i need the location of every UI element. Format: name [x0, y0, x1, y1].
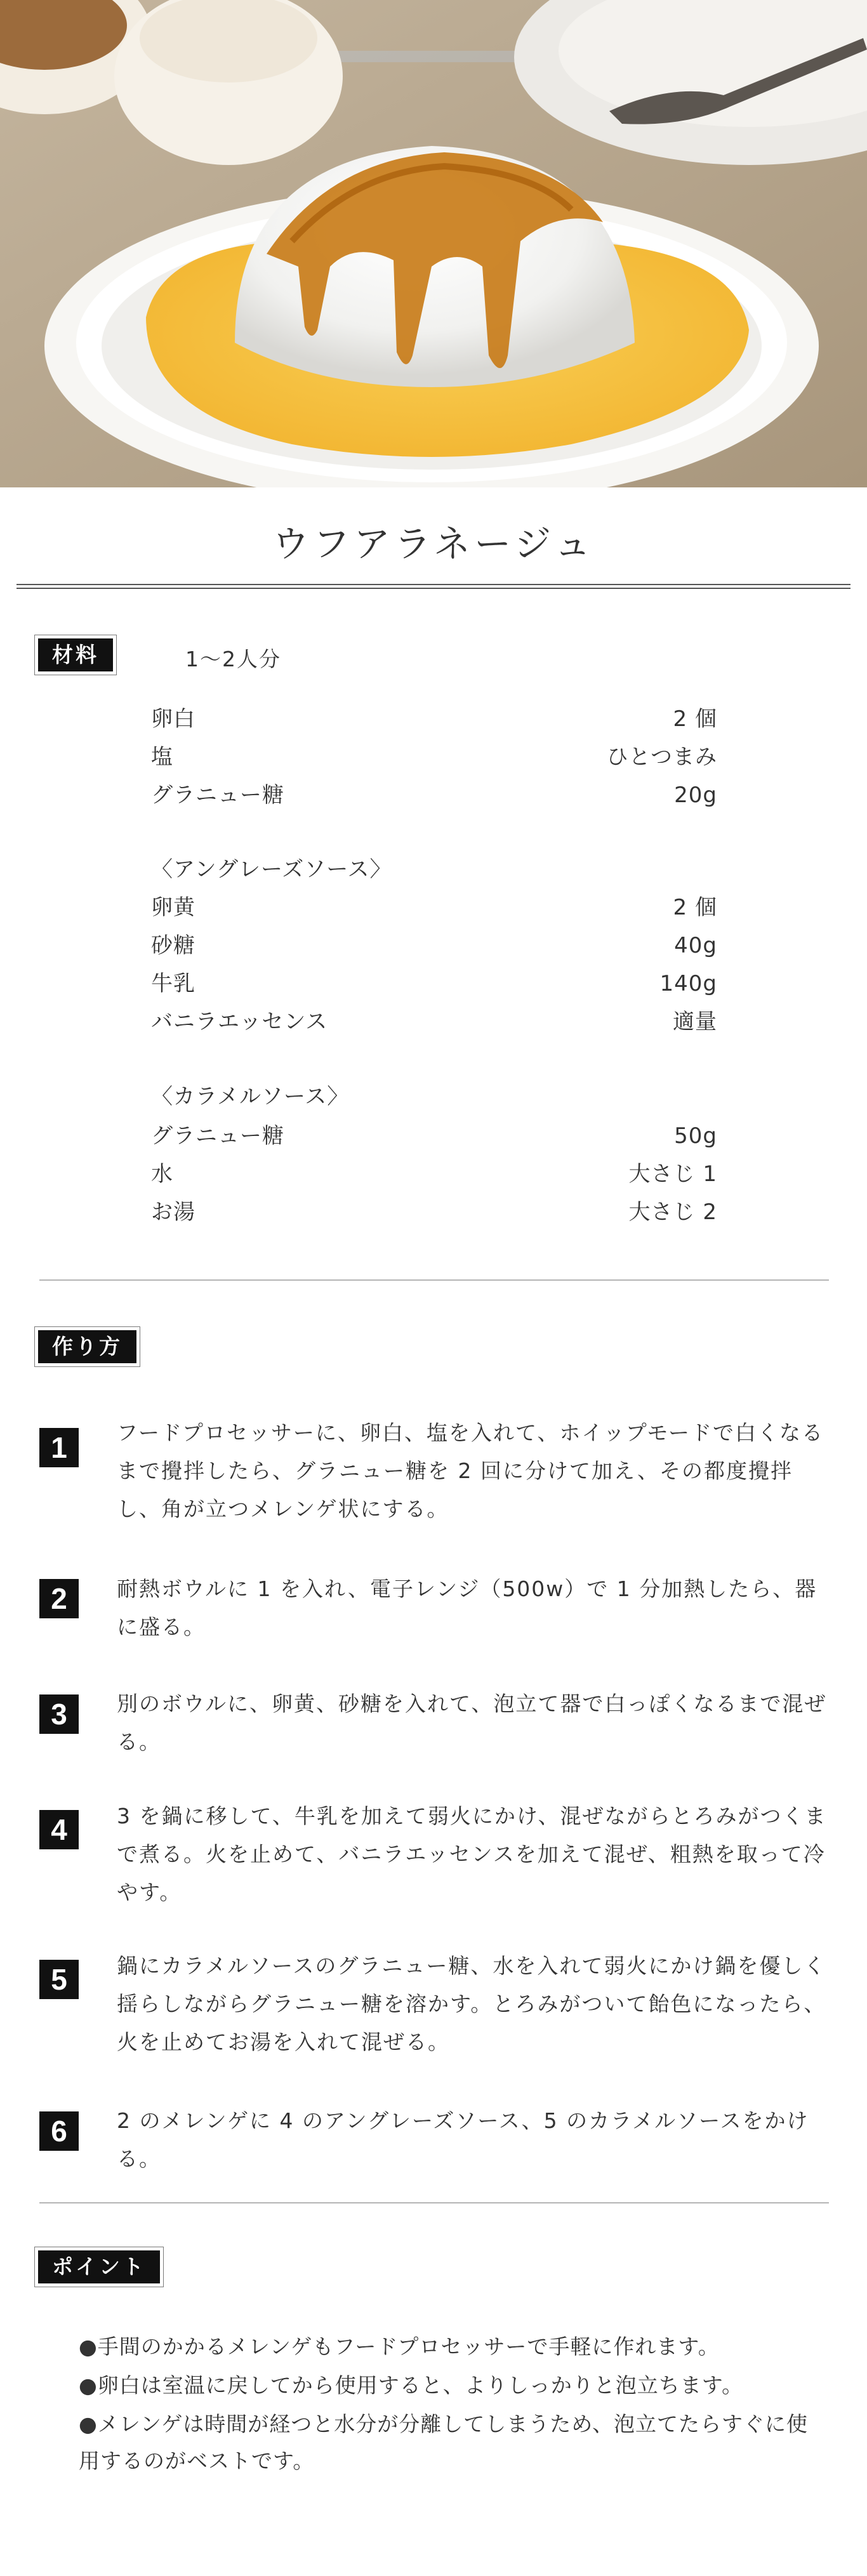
point-item: ●メレンゲは時間が経つと水分が分離してしまうため、泡立てたらすぐに使用するのがベストです。 [79, 2412, 808, 2473]
section-divider [39, 1279, 829, 1281]
title-divider [17, 588, 850, 589]
step-text: 別のボウルに、卵黄、砂糖を入れて、泡立て器で白っぽくなるまで混ぜる。 [117, 1691, 827, 1754]
ingredient-row: 塩 ひとつまみ [151, 744, 717, 770]
step-number: 3 [39, 1694, 79, 1734]
step-number: 6 [39, 2111, 79, 2151]
hero-photo [0, 0, 867, 487]
ingredient-row: 卵白 2 個 [151, 706, 717, 732]
title-divider [17, 584, 850, 585]
caramel-heading: 〈カラメルソース〉 [151, 1084, 350, 1109]
page-title: ウフアラネージュ [272, 522, 595, 565]
ingredient-row: グラニュー糖 50g [151, 1123, 717, 1149]
dessert-illustration [0, 0, 867, 487]
step-text: 鍋にカラメルソースのグラニュー糖、水を入れて弱火にかけ鍋を優しく揺らしながらグラニュー糖を溶かす。とろみがついて飴色になったら、火を止めてお湯を入れて混ぜる。 [117, 1953, 826, 2054]
ingredient-row: 卵黄 2 個 [151, 895, 717, 920]
ingredients-label: 材料 [34, 635, 117, 675]
anglaise-heading: 〈アングレーズソース〉 [151, 857, 392, 882]
ingredient-row: 牛乳 140g [151, 971, 717, 996]
step-number: 5 [39, 1960, 79, 1999]
ingredient-row: バニラエッセンス 適量 [151, 1009, 717, 1034]
section-divider [39, 2202, 829, 2203]
step-text: 耐熱ボウルに 1 を入れ、電子レンジ（500w）で 1 分加熱したら、器に盛る。 [117, 1576, 817, 1639]
ingredient-row: 水 大さじ 1 [151, 1161, 717, 1187]
points-label: ポイント [34, 2247, 164, 2287]
step-text: フードプロセッサーに、卵白、塩を入れて、ホイップモードで白くなるまで攪拌したら、グラニュー糖を 2 回に分けて加え、その都度攪拌し、角が立つメレンゲ状にする。 [117, 1420, 824, 1521]
point-item: ●卵白は室温に戻してから使用すると、よりしっかりと泡立ちます。 [79, 2373, 744, 2398]
ingredient-row: お湯 大さじ 2 [151, 1199, 717, 1225]
step-text: 2 のメレンゲに 4 のアングレーズソース、5 のカラメルソースをかける。 [117, 2108, 809, 2171]
step-number: 4 [39, 1810, 79, 1849]
method-label: 作り方 [34, 1326, 140, 1367]
ingredient-row: グラニュー糖 20g [151, 783, 717, 808]
step-number: 2 [39, 1579, 79, 1618]
point-item: ●手間のかかるメレンゲもフードプロセッサーで手軽に作れます。 [79, 2334, 720, 2359]
step-number: 1 [39, 1428, 79, 1467]
servings: 1～2人分 [185, 647, 281, 671]
ingredient-row: 砂糖 40g [151, 933, 717, 958]
step-text: 3 を鍋に移して、牛乳を加えて弱火にかけ、混ぜながらとろみがつくまで煮る。火を止めて、バニラエッセンスを加えて混ぜ、粗熱を取って冷やす。 [117, 1804, 827, 1905]
